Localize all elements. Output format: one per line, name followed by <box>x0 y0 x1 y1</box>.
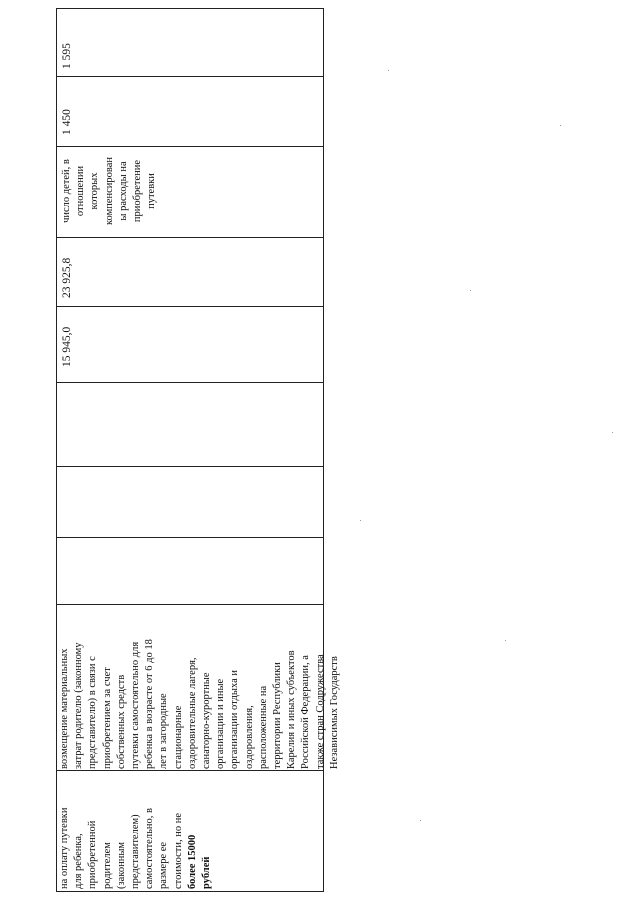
cell-line: для ребенка, <box>73 833 85 889</box>
scan-speck <box>388 70 389 71</box>
cell-line: (законным <box>115 841 127 889</box>
cell-line: Карелия и иных субъектов <box>286 650 298 769</box>
cell-text: 15 945,0 <box>61 326 73 367</box>
cell-line: территории Республики <box>272 662 284 769</box>
cell-line: компенсирован <box>103 156 115 226</box>
cell-payment-description <box>56 771 324 891</box>
cell-line: санаторно-курортные <box>201 672 213 769</box>
cell-line: Независимых Государств <box>328 656 340 769</box>
cell-line: оздоровительные лагеря, <box>186 657 198 769</box>
cell-text-block <box>60 147 159 235</box>
cell-value-1450 <box>56 77 324 146</box>
cell-line: число детей, в <box>61 159 72 223</box>
cell-line: оздоровления, <box>243 705 255 769</box>
cell-line: приобретенной <box>87 820 99 889</box>
scan-speck <box>505 640 506 641</box>
cell-line: собственных средств <box>115 674 127 769</box>
cell-line: организации и иные <box>215 678 227 769</box>
cell-line: стационарные <box>172 705 184 769</box>
cell-line: родителем <box>101 842 113 889</box>
cell-value-23925 <box>56 238 324 306</box>
cell-line-bold: рублей <box>201 856 213 889</box>
cell-line: Российской Федерации, а <box>300 655 312 769</box>
scan-speck <box>560 125 561 126</box>
cell-line: ы расходы на <box>117 161 129 221</box>
cell-line: лет в загородные <box>158 693 170 769</box>
cell-line: представителю) в связи с <box>87 656 99 769</box>
cell-line: также стран Содружества <box>314 654 326 769</box>
cell-measure-description <box>56 605 340 770</box>
cell-empty <box>56 538 324 604</box>
row-divider-bottom <box>56 891 324 892</box>
cell-line: расположенные на <box>257 685 269 769</box>
cell-line: ребенка в возрасте от 6 до 18 <box>144 639 156 769</box>
cell-line: размере ее <box>158 841 170 889</box>
cell-text: 1 450 <box>61 109 73 135</box>
cell-empty <box>56 467 324 537</box>
scan-speck <box>360 520 361 521</box>
cell-line: приобретением за счет <box>101 667 113 769</box>
cell-line: на оплату путевки <box>59 807 70 889</box>
cell-line: приобретение <box>132 159 144 223</box>
cell-value-1595 <box>56 9 324 76</box>
cell-line-bold: более 15000 <box>186 834 198 889</box>
cell-value-15945 <box>56 307 324 382</box>
cell-text: 23 925,8 <box>61 257 73 298</box>
cell-line: самостоятельно, в <box>144 808 156 889</box>
scan-speck <box>420 820 421 821</box>
cell-line: отношении <box>75 165 87 217</box>
cell-line: путевки <box>146 173 158 209</box>
cell-text-block <box>58 773 214 889</box>
cell-line: стоимости, но не <box>172 812 184 889</box>
cell-line: возмещение материальных <box>59 648 70 769</box>
cell-line: представителем) <box>130 814 142 889</box>
scan-speck <box>470 290 471 291</box>
cell-line: затрат родителю (законному <box>73 642 85 769</box>
cell-line: организации отдыха и <box>229 670 241 769</box>
cell-line: путевки самостоятельно для <box>130 641 142 769</box>
cell-empty <box>56 383 324 466</box>
scan-speck <box>612 432 613 433</box>
cell-text: 1 595 <box>61 43 73 69</box>
cell-text-block <box>58 607 342 769</box>
cell-indicator-description <box>56 147 324 237</box>
cell-line: которых <box>89 172 101 210</box>
